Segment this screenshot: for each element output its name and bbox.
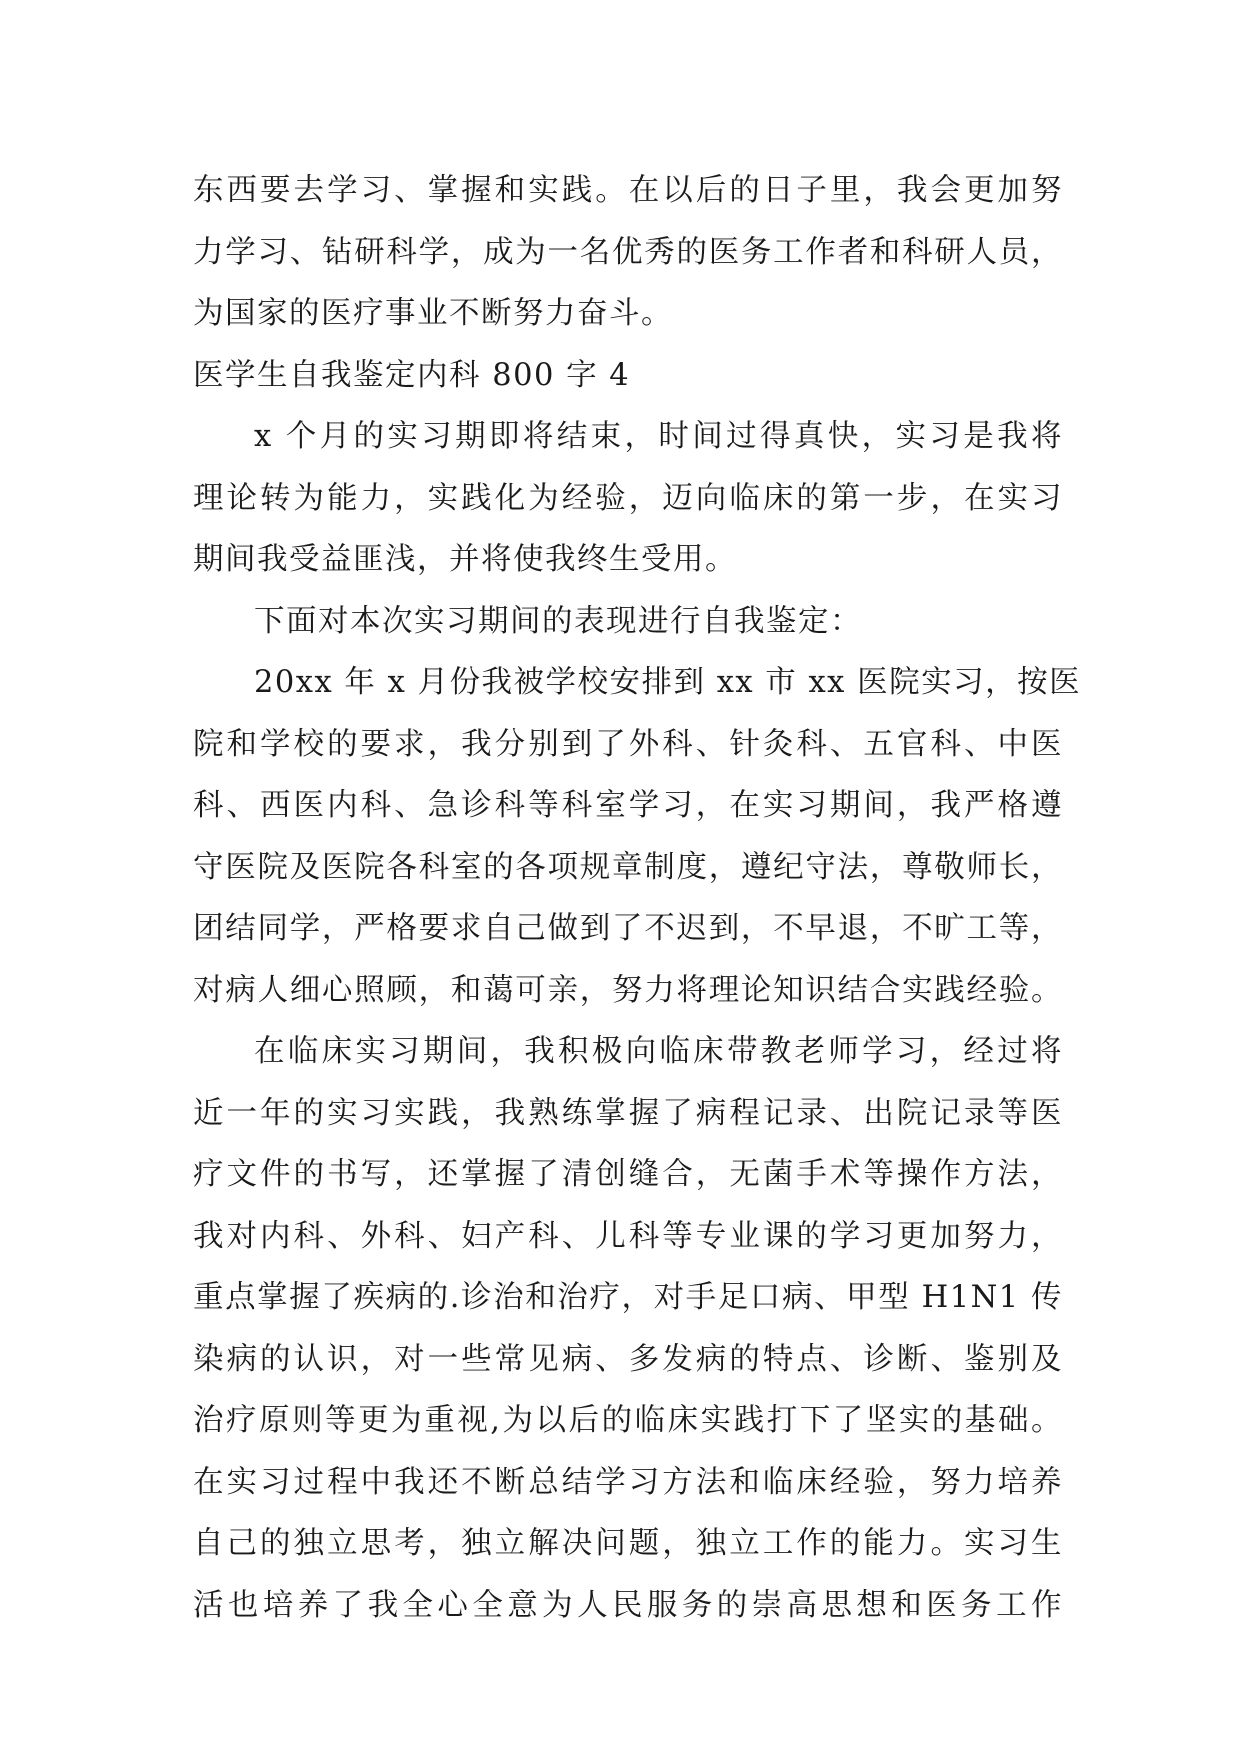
document-body [193, 160, 1082, 1636]
paragraph-placement [193, 652, 1082, 1021]
text-line: 力学习、钻研科学，成为一名优秀的医务工作者和科研人员， [193, 234, 1063, 270]
text-line: 20xx 年 x 月份我被学校安排到 xx 市 xx 医院实习，按医 [254, 665, 1082, 700]
text-line: 在临床实习期间，我积极向临床带教老师学习，经过将 [254, 1034, 1063, 1069]
text-line: 院和学校的要求，我分别到了外科、针灸科、五官科、中医 [193, 726, 1063, 762]
text-line: 科、西医内科、急诊科等科室学习，在实习期间，我严格遵 [193, 788, 1063, 823]
text-line: 近一年的实习实践，我熟练掌握了病程记录、出院记录等医 [193, 1095, 1063, 1131]
text-line: 疗文件的书写，还掌握了清创缝合，无菌手术等操作方法， [193, 1157, 1063, 1192]
paragraph-clinical [193, 1021, 1063, 1636]
text-line: x 个月的实习期即将结束，时间过得真快，实习是我将 [254, 419, 1063, 454]
text-line: 对病人细心照顾，和蔼可亲，努力将理论知识结合实践经验。 [193, 972, 1063, 1008]
text-line: 自己的独立思考，独立解决问题，独立工作的能力。实习生 [193, 1526, 1063, 1561]
text-line: 下面对本次实习期间的表现进行自我鉴定： [254, 603, 862, 639]
text-line: 团结同学，严格要求自己做到了不迟到，不早退，不旷工等， [193, 911, 1063, 946]
text-line: 东西要去学习、掌握和实践。在以后的日子里，我会更加努 [193, 173, 1063, 208]
text-line: 理论转为能力，实践化为经验，迈向临床的第一步，在实习 [193, 480, 1063, 516]
text-line: 活也培养了我全心全意为人民服务的崇高思想和医务工作 [193, 1587, 1063, 1623]
text-line: 染病的认识，对一些常见病、多发病的特点、诊断、鉴别及 [193, 1341, 1063, 1377]
text-line: 守医院及医院各科室的各项规章制度，遵纪守法，尊敬师长， [193, 849, 1063, 885]
section-heading: 医学生自我鉴定内科 800 字 4 [193, 357, 631, 393]
paragraph-intro [193, 406, 1063, 591]
text-line: 治疗原则等更为重视,为以后的临床实践打下了坚实的基础。 [193, 1403, 1063, 1438]
paragraph-continuation [193, 160, 1063, 345]
text-line: 在实习过程中我还不断总结学习方法和临床经验，努力培养 [193, 1464, 1063, 1500]
text-line: 为国家的医疗事业不断努力奋斗。 [193, 296, 673, 331]
text-line: 重点掌握了疾病的.诊治和治疗，对手足口病、甲型 H1N1 传 [193, 1280, 1063, 1315]
text-line: 我对内科、外科、妇产科、儿科等专业课的学习更加努力， [193, 1218, 1063, 1254]
paragraph-lead-in [193, 591, 1063, 653]
text-line: 期间我受益匪浅，并将使我终生受用。 [193, 542, 737, 577]
